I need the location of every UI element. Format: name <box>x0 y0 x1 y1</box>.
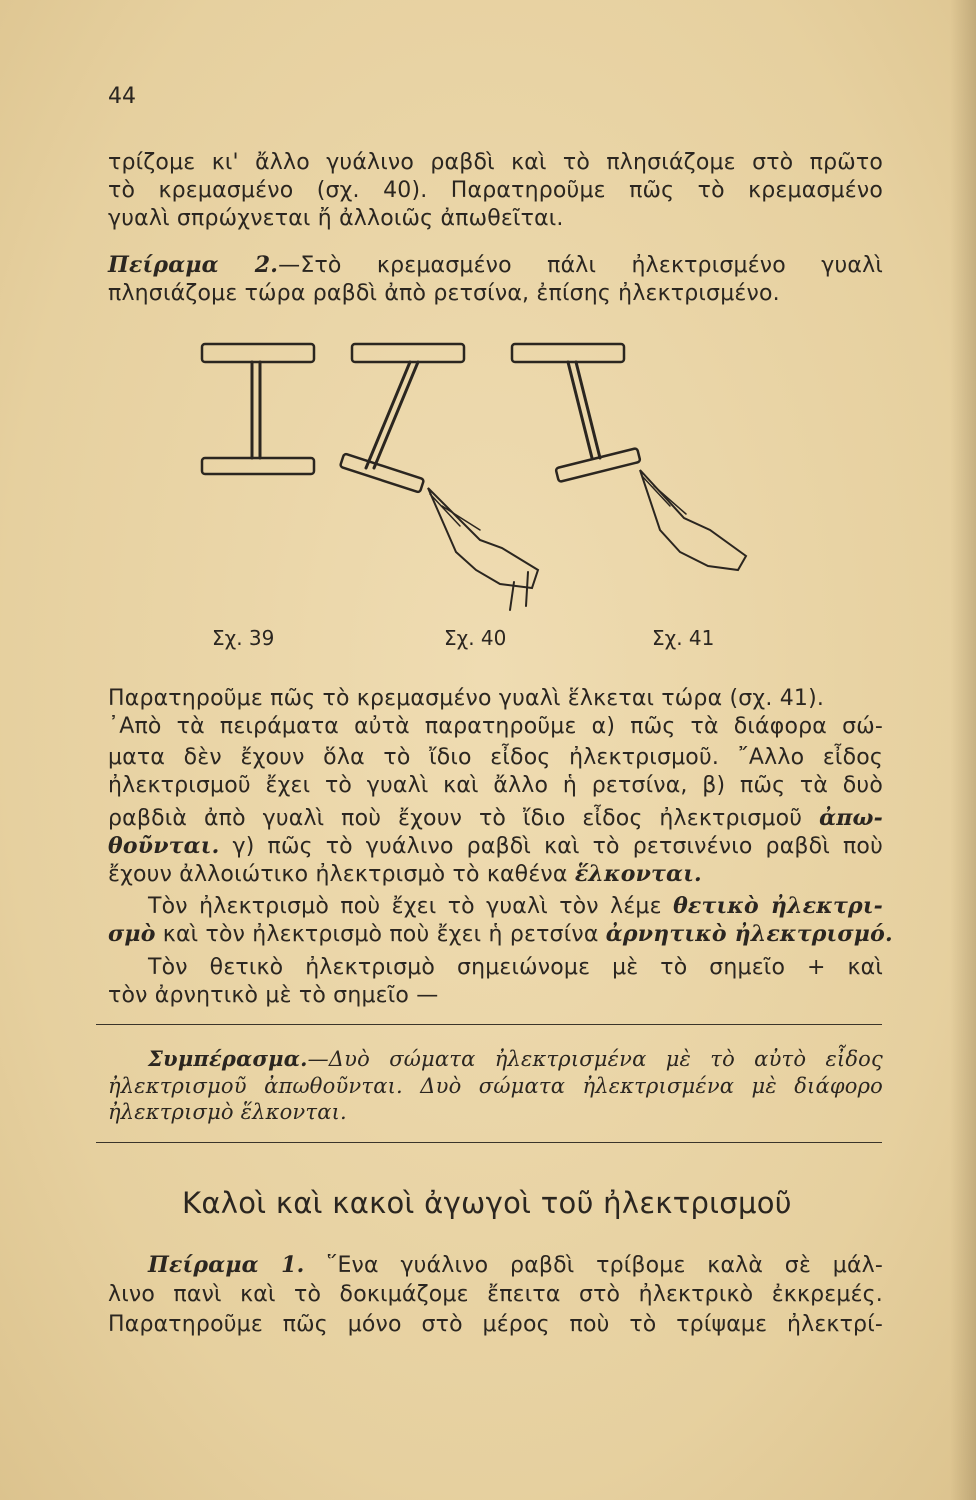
conclusion-line: Συμπέρασμα.—Δυὸ σώματα ἠλεκτρισμένα μὲ τὸ αὐτὸ εἶδος <box>148 1046 883 1071</box>
text-line: τὸν ἀρνητικὸ μὲ τὸ σημεῖο — <box>108 983 439 1008</box>
experiment-1-line: Πείραμα 1. ῞Ενα γυάλινο ραβδὶ τρίβομε καλὰ σὲ μάλ- <box>148 1252 883 1278</box>
term-negative-electricity: ἀρνητικὸ ἠλεκτρισμό. <box>605 921 893 947</box>
figure-caption: Σχ. 40 <box>444 626 507 650</box>
text-line: ραβδιὰ ἀπὸ γυαλὶ ποὺ ἔχουν τὸ ἴδιο εἶδος ἠλεκτρισμοῦ ἀπω- <box>108 805 883 831</box>
text-line: λινο πανὶ καὶ τὸ δοκιμάζομε ἔπειτα στὸ ἠλεκτρικὸ ἐκκρεμές. <box>108 1282 883 1307</box>
text-line: τρίζομε κι' ἄλλο γυάλινο ραβδὶ καὶ τὸ πλησιάζομε στὸ πρῶτο <box>108 150 883 175</box>
figure-caption: Σχ. 39 <box>212 626 275 650</box>
text-line: τὸ κρεμασμένο (σχ. 40). Παρατηροῦμε πῶς τὸ κρεμασμένο <box>108 178 883 203</box>
emphasis-repel: ἀπω- <box>819 805 883 831</box>
section-heading: Καλοὶ καὶ κακοὶ ἀγωγοὶ τοῦ ἠλεκτρισμοῦ <box>182 1186 792 1220</box>
experiment-2-line: Πείραμα 2.—Στὸ κρεμασμένο πάλι ἠλεκτρισμένο γυαλὶ <box>108 252 883 278</box>
divider-top <box>96 1024 882 1025</box>
figures-39-41 <box>180 330 780 630</box>
text-line: γυαλὶ σπρώχνεται ἤ ἀλλοιῶς ἀπωθεῖται. <box>108 206 564 231</box>
experiment-2-label: Πείραμα 2. <box>108 252 279 278</box>
text-line: Τὸν ἠλεκτρισμὸ ποὺ ἔχει τὸ γυαλὶ τὸν λέμε θετικὸ ἠλεκτρι- <box>148 893 884 919</box>
conclusion-label: Συμπέρασμα. <box>148 1046 308 1071</box>
text-line: Παρατηροῦμε πῶς τὸ κρεμασμένο γυαλὶ ἕλκεται τώρα (σχ. 41). <box>108 686 825 711</box>
figure-caption: Σχ. 41 <box>652 626 715 650</box>
text-line: ἔχουν ἀλλοιώτικο ἠλεκτρισμὸ τὸ καθένα ἕλκονται. <box>108 861 702 887</box>
figure-40-pendulum <box>340 344 538 610</box>
conclusion-line: ἠλεκτρισμὸ ἕλκονται. <box>108 1100 347 1124</box>
text-line: Παρατηροῦμε πῶς μόνο στὸ μέρος ποὺ τὸ τρίψαμε ἠλεκτρί- <box>108 1312 883 1337</box>
page-edge-shadow <box>950 0 976 1500</box>
figure-41-pendulum <box>512 344 746 570</box>
divider-bottom <box>96 1142 882 1143</box>
text-line: σμὸ καὶ τὸν ἠλεκτρισμὸ ποὺ ἔχει ἡ ρετσίνα ἀρνητικὸ ἠλεκτρισμό. <box>108 921 893 947</box>
text-line: θοῦνται. γ) πῶς τὸ γυάλινο ραβδὶ καὶ τὸ ρετσινένιο ραβδὶ ποὺ <box>108 833 883 859</box>
experiment-1-label: Πείραμα 1. <box>148 1252 305 1278</box>
figure-39-pendulum <box>202 344 314 474</box>
page-number: 44 <box>108 84 136 109</box>
text-line: ματα δὲν ἔχουν ὅλα τὸ ἴδιο εἶδος ἠλεκτρισμοῦ. ῎Αλλο εἶδος <box>108 745 883 770</box>
emphasis-attract: ἕλκονται. <box>574 861 702 887</box>
conclusion-line: ἠλεκτρισμοῦ ἀπωθοῦνται. Δυὸ σώματα ἠλεκτρισμένα μὲ διάφορο <box>108 1074 883 1098</box>
term-positive-electricity: θετικὸ ἠλεκτρι- <box>673 893 884 919</box>
text-line: πλησιάζομε τώρα ραβδὶ ἀπὸ ρετσίνα, ἐπίσης ἠλεκτρισμένο. <box>108 281 780 306</box>
text-line: Τὸν θετικὸ ἠλεκτρισμὸ σημειώνομε μὲ τὸ σημεῖο + καὶ <box>148 955 883 980</box>
text-line: ἠλεκτρισμοῦ ἔχει τὸ γυαλὶ καὶ ἄλλο ἡ ρετσίνα, β) πῶς τὰ δυὸ <box>108 773 883 798</box>
text-line: ᾿Απὸ τὰ πειράματα αὐτὰ παρατηροῦμε α) πῶς τὰ διάφορα σώ- <box>108 714 883 739</box>
emphasis-repel-end: θοῦνται. <box>108 833 220 859</box>
